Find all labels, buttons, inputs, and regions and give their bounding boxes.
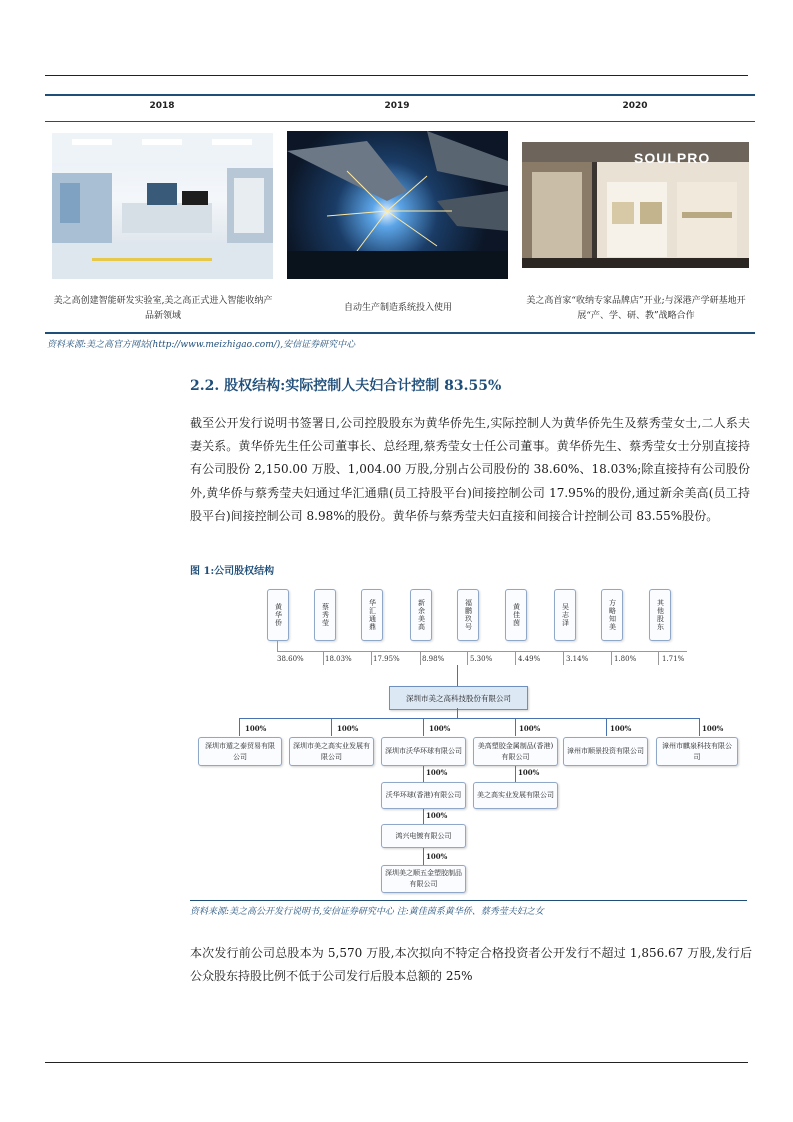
shareholder-box: 新余美高 — [410, 589, 432, 641]
header-rule — [45, 75, 748, 76]
ownership-pct: 100% — [518, 768, 540, 777]
shareholder-pct: 38.60% — [277, 655, 304, 663]
divider — [371, 651, 372, 665]
shareholder-box: 蔡秀莹 — [314, 589, 336, 641]
subsidiary-box: 漳州市顺景投资有限公司 — [563, 737, 648, 766]
shareholder-box: 黄华侨 — [267, 589, 289, 641]
lab-photo — [52, 133, 273, 279]
connector — [331, 718, 332, 736]
connector — [606, 718, 607, 736]
connector — [515, 718, 516, 736]
ownership-pct: 100% — [245, 724, 267, 733]
shareholder-pct: 17.95% — [373, 655, 400, 663]
shareholder-pct: 18.03% — [325, 655, 352, 663]
subsidiary-box: 深圳美之顺五金塑胶制品有限公司 — [381, 865, 466, 893]
year-2020: 2020 — [622, 101, 648, 111]
store-sign: SOULPRO — [634, 150, 711, 166]
shareholder-box: 黄佳茵 — [505, 589, 527, 641]
ownership-pct: 100% — [429, 724, 451, 733]
connector — [699, 718, 700, 736]
table-top-rule — [45, 94, 755, 96]
ownership-pct: 100% — [519, 724, 541, 733]
connector — [423, 809, 424, 824]
divider — [611, 651, 612, 665]
caption-2019: 自动生产制造系统投入使用 — [343, 303, 452, 313]
ownership-pct: 100% — [426, 811, 448, 820]
ownership-pct: 100% — [337, 724, 359, 733]
shareholder-pct: 5.30% — [470, 655, 493, 663]
subsidiary-box: 沃华环球(香港)有限公司 — [381, 782, 466, 809]
connector — [515, 766, 516, 782]
connector — [423, 848, 424, 865]
divider — [563, 651, 564, 665]
year-2018: 2018 — [149, 101, 175, 111]
subsidiary-box: 深圳市沃华环球有限公司 — [381, 737, 466, 766]
shareholder-pct: 1.71% — [662, 655, 685, 663]
ownership-pct: 100% — [702, 724, 724, 733]
table-bottom-rule — [45, 332, 755, 334]
divider — [467, 651, 468, 665]
table-header-rule — [45, 121, 755, 122]
subsidiary-box: 深圳市美之高实业发展有限公司 — [289, 737, 374, 766]
ownership-pct: 100% — [426, 768, 448, 777]
divider — [658, 651, 659, 665]
store-photo — [522, 142, 749, 268]
shareholder-pct: 4.49% — [518, 655, 541, 663]
year-2019: 2019 — [384, 101, 410, 111]
shareholder-pct: 1.80% — [614, 655, 637, 663]
section-title: 2.2. 股权结构:实际控制人夫妇合计控制 83.55% — [190, 378, 502, 394]
divider — [420, 651, 421, 665]
connector — [457, 708, 458, 718]
section-paragraph: 截至公开发行说明书签署日,公司控股股东为黄华侨先生,实际控制人为黄华侨先生及蔡秀莹女士,二人系夫妻关系。黄华侨先生任公司董事长、总经理,蔡秀莹女士任公司董事。黄华侨先生、蔡秀莹女士分别直接持有公司股份 2,150.00 万股、1,004.00 万股,分别占公司股份的 38.60%、18.03%;除直接持有公司股份外,黄华侨与蔡秀莹夫妇通过华汇通鼎(员工持股平台)间接控制公司 17.95%的股份,通过新余美高(员工持股平台)间接控制公司 8.98%的股份。黄华侨与蔡秀莹夫妇直接和间接合计控制公司 83.55%股份。 — [190, 416, 750, 523]
ownership-pct: 100% — [426, 852, 448, 861]
caption-2018: 美之高创建智能研发实验室,美之高正式进入智能收纳产品新领域 — [53, 296, 273, 321]
subsidiary-box: 深圳市遁之泰贸易有限公司 — [198, 737, 282, 766]
connector — [239, 718, 699, 719]
shareholder-box: 福鹏玖号 — [457, 589, 479, 641]
shareholder-pct: 8.98% — [422, 655, 445, 663]
connector — [423, 718, 424, 736]
figure-title: 图 1:公司股权结构 — [190, 566, 275, 577]
timeline-source: 资料来源:美之高官方网站(http://www.meizhigao.com/),安信证券研究中心 — [47, 340, 356, 350]
divider — [323, 651, 324, 665]
subsidiary-box: 美之高实业发展有限公司 — [473, 782, 558, 809]
caption-2020: 美之高首家“收纳专家品牌店”开业;与深港产学研基地开展“产、学、研、教”战略合作 — [526, 296, 746, 321]
welding-photo — [287, 131, 508, 279]
divider — [515, 651, 516, 665]
figure-bottom-rule — [190, 900, 747, 901]
connector — [277, 651, 687, 652]
connector — [277, 641, 278, 651]
shareholder-box: 吴志泽 — [554, 589, 576, 641]
shareholder-box: 其他股东 — [649, 589, 671, 641]
connector — [457, 665, 458, 686]
ownership-pct: 100% — [610, 724, 632, 733]
main-company-box: 深圳市美之高科技股份有限公司 — [389, 686, 528, 710]
subsidiary-box: 鸿兴电镀有限公司 — [381, 824, 466, 848]
subsidiary-box: 美高塑胶金属制品(香港)有限公司 — [473, 737, 558, 766]
shareholder-box: 华汇通鼎 — [361, 589, 383, 641]
connector — [423, 766, 424, 782]
closing-paragraph: 本次发行前公司总股本为 5,570 万股,本次拟向不特定合格投资者公开发行不超过 1,856.67 万股,发行后公众股东持股比例不低于公司发行后股本总额的 25% — [190, 946, 752, 984]
figure-source: 资料来源:美之高公开发行说明书,安信证券研究中心 注:黄佳茵系黄华侨、蔡秀莹夫妇之女 — [190, 907, 544, 917]
shareholder-box: 方略知美 — [601, 589, 623, 641]
subsidiary-box: 漳州市麒泉科技有限公司 — [656, 737, 738, 766]
footer-rule — [45, 1062, 748, 1063]
shareholder-pct: 3.14% — [566, 655, 589, 663]
connector — [239, 718, 240, 736]
